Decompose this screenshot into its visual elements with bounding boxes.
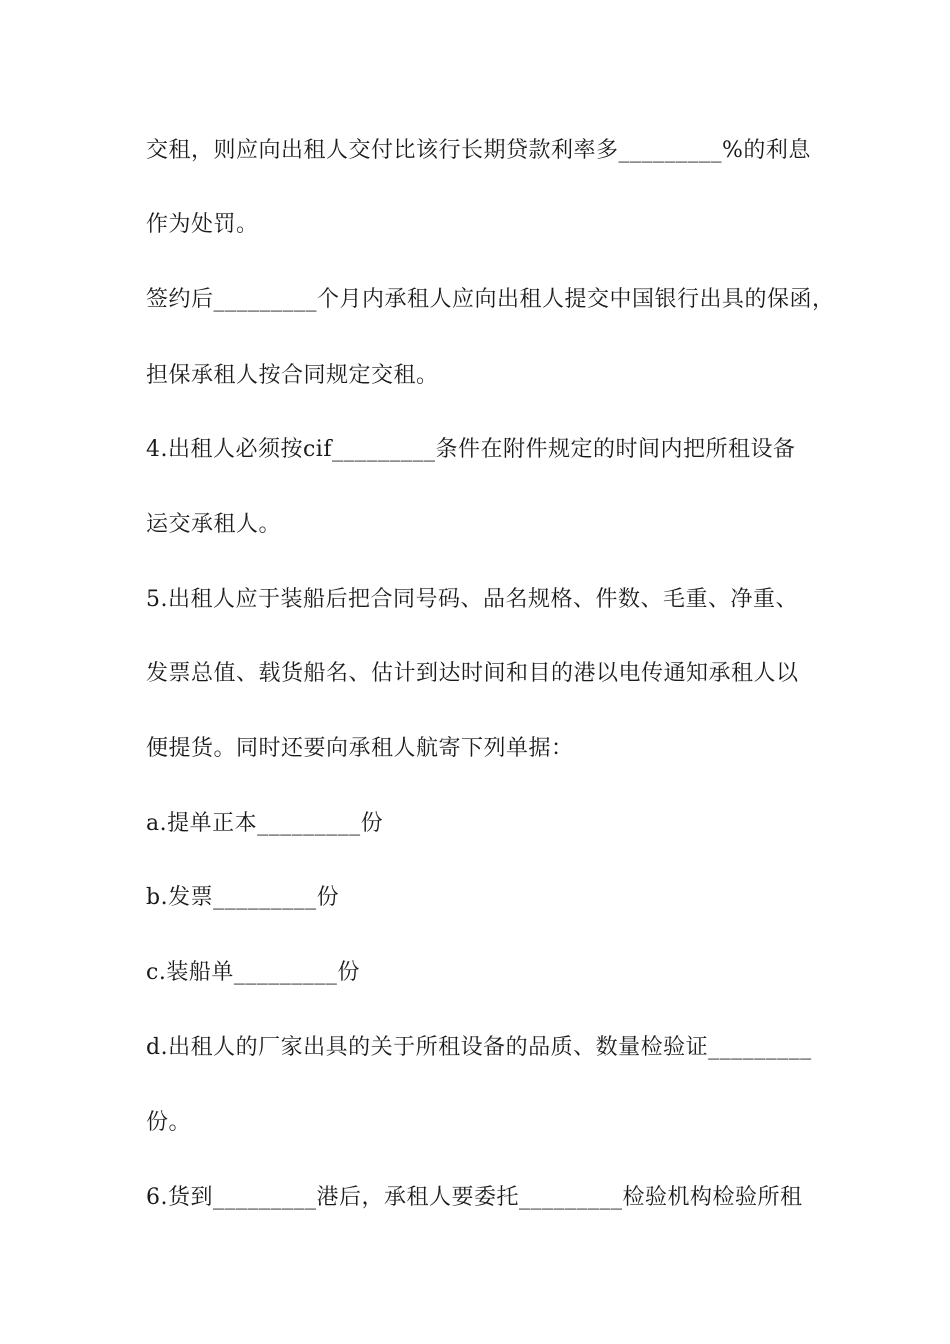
text-line: c.装船单_________份 — [146, 960, 360, 985]
text-line: d.出租人的厂家出具的关于所租设备的品质、数量检验证_________ — [146, 1035, 812, 1060]
text-line: 作为处罚。 — [146, 212, 259, 237]
text-line: a.提单正本_________份 — [146, 811, 384, 836]
text-line: 6.货到_________港后，承租人要委托_________检验机构检验所租 — [146, 1185, 803, 1210]
text-line: 5.出租人应于装船后把合同号码、品名规格、件数、毛重、净重、 — [146, 587, 798, 612]
text-line: 担保承租人按合同规定交租。 — [146, 363, 439, 388]
text-line: 运交承租人。 — [146, 512, 282, 537]
text-line: 4.出租人必须按cif_________条件在附件规定的时间内把所租设备 — [146, 437, 796, 462]
text-line: 交租，则应向出租人交付比该行长期贷款利率多_________%的利息 — [146, 138, 811, 163]
text-line: 发票总值、载货船名、估计到达时间和目的港以电传通知承租人以 — [146, 661, 799, 686]
text-line: 签约后_________个月内承租人应向出租人提交中国银行出具的保函， — [146, 287, 835, 312]
text-line: 份。 — [146, 1110, 192, 1135]
text-line: b.发票_________份 — [146, 885, 340, 910]
text-line: 便提货。同时还要向承租人航寄下列单据： — [146, 736, 574, 761]
